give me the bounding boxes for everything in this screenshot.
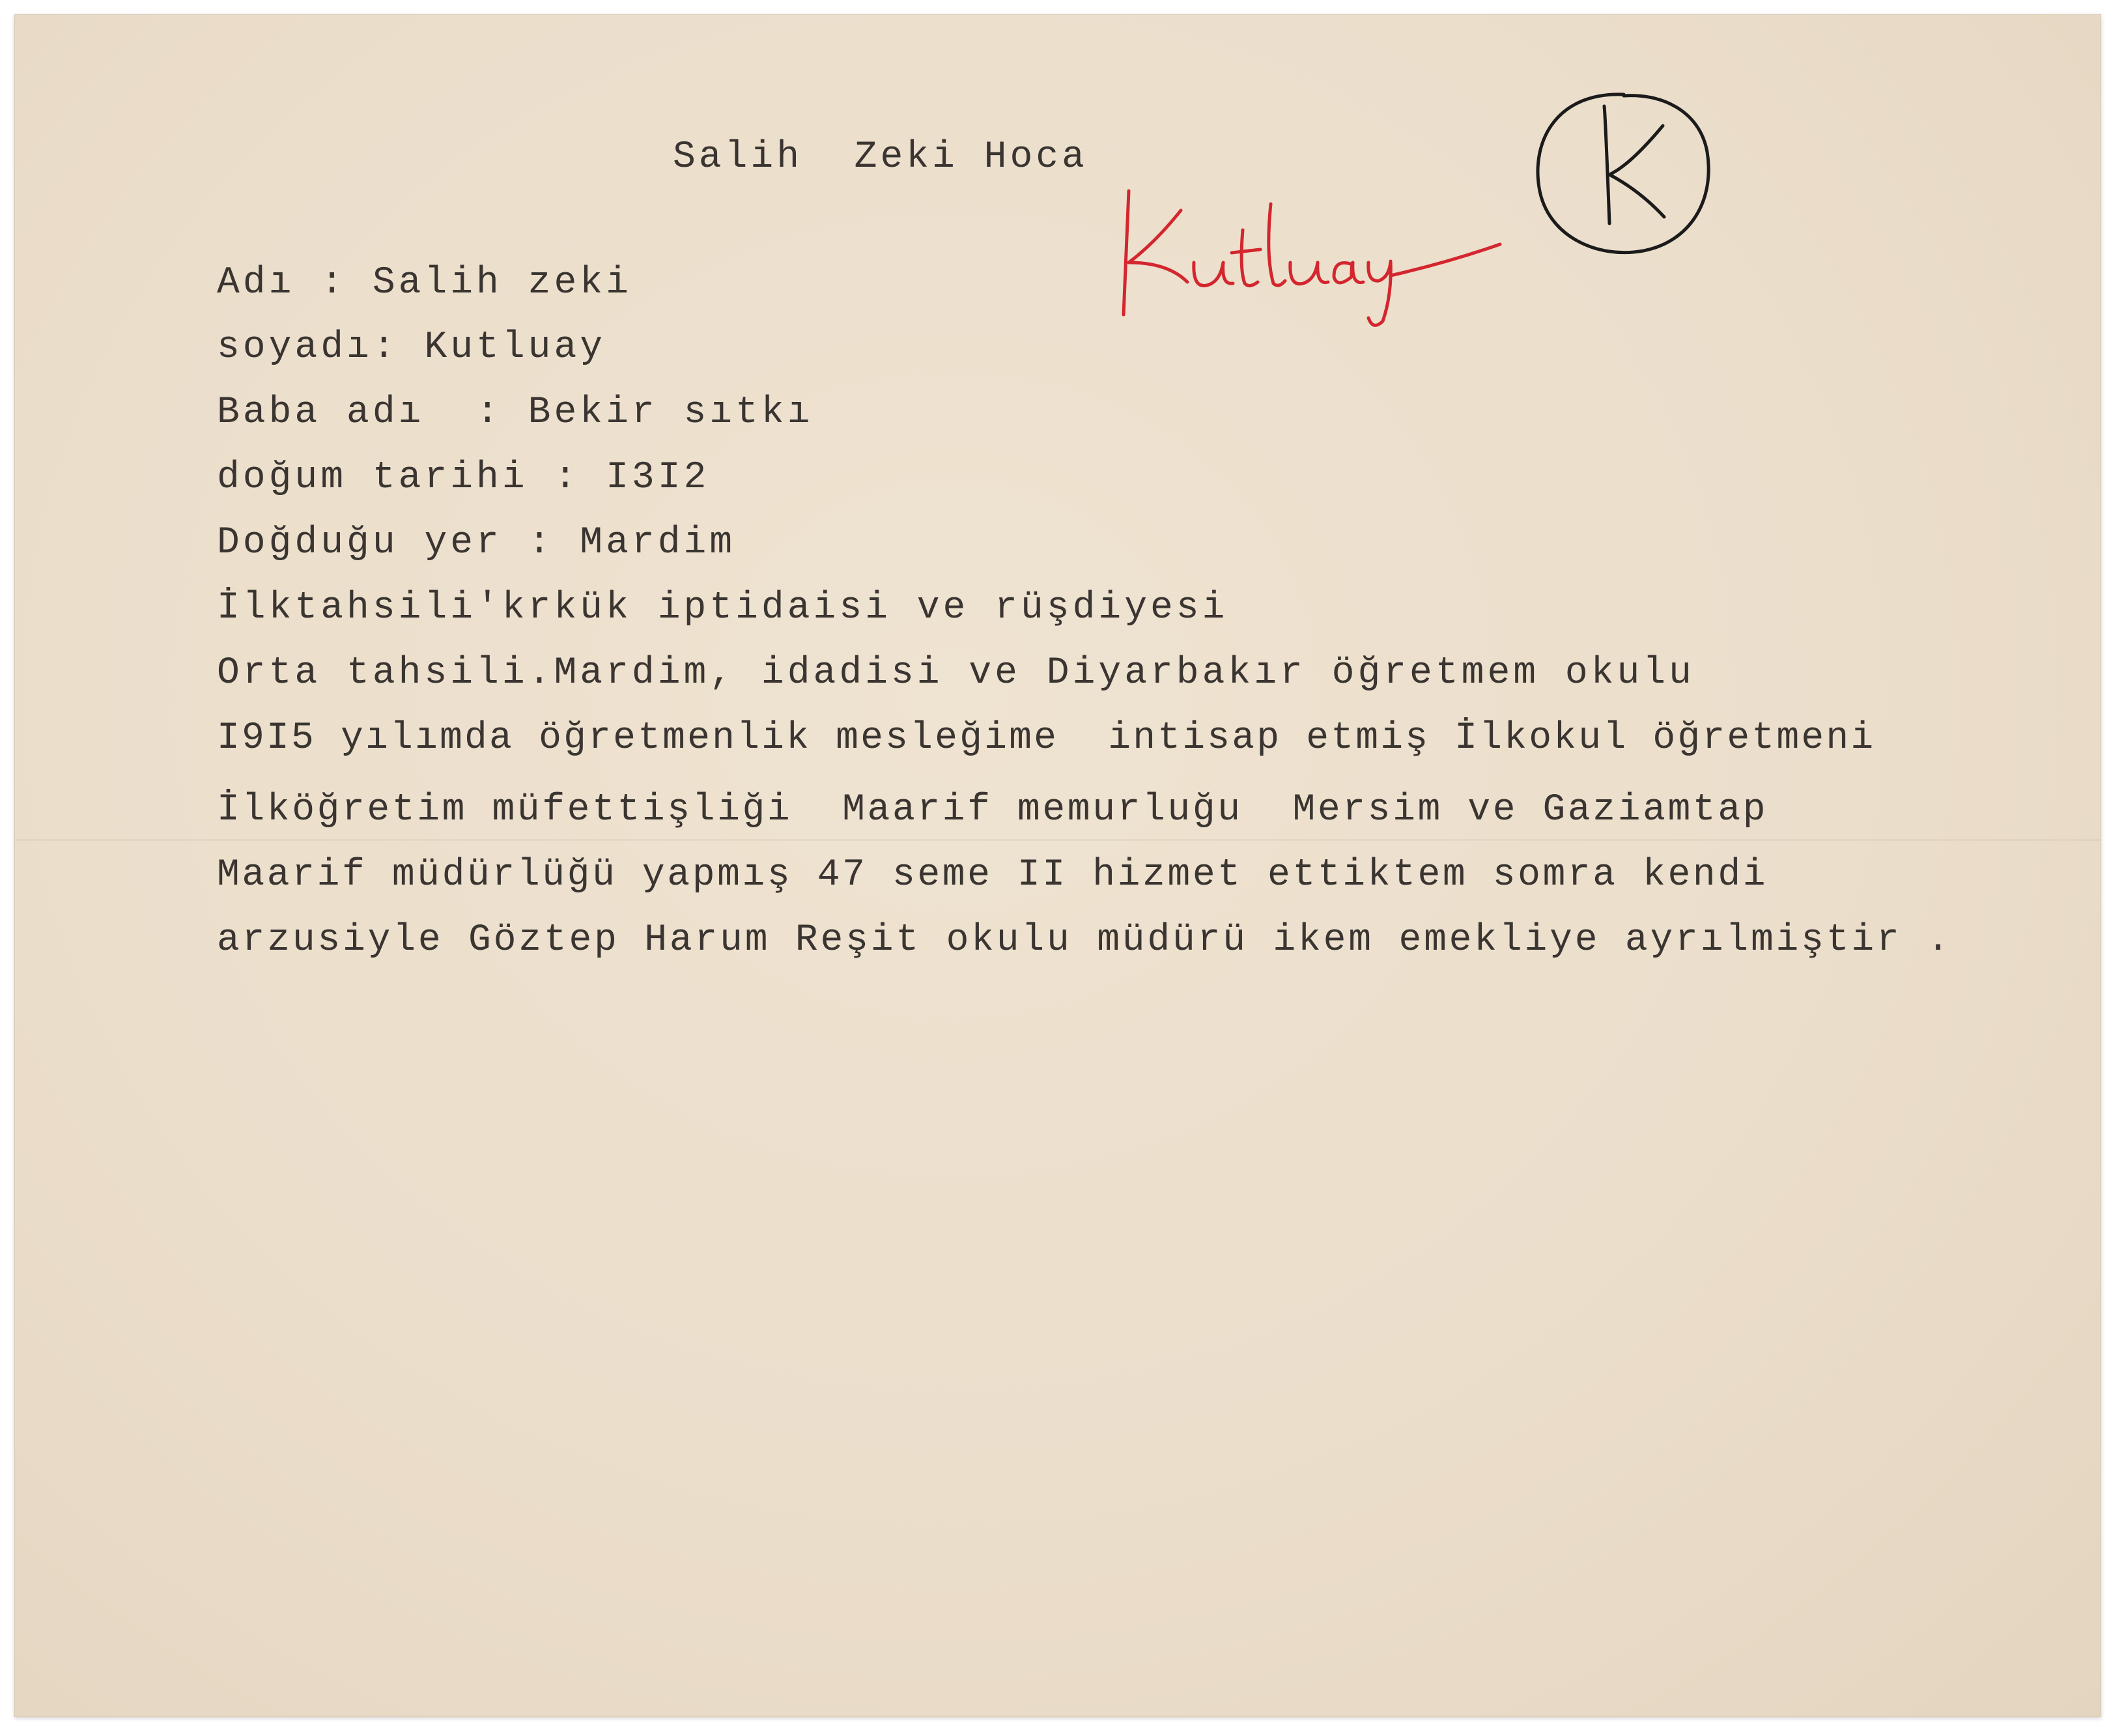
text-line-career-4: arzusiyle Göztep Harum Reşit okulu müdürü ikem emekliye ayrılmiştir . <box>217 919 1952 961</box>
document-title: Salih Zeki Hoca <box>673 136 1088 178</box>
circled-letter-mark <box>1520 80 1721 269</box>
handwritten-signature <box>1109 165 1513 334</box>
text-line-birth-date: doğum tarihi : I3I2 <box>217 457 710 499</box>
text-line-career-2: İlköğretim müfettişliği Maarif memurluğu Mersim ve Gaziamtap <box>217 789 1768 831</box>
text-line-father-name: Baba adı : Bekir sıtkı <box>217 391 814 434</box>
document-page <box>14 14 2101 1717</box>
text-line-primary-education: İlktahsili'krkük iptidaisi ve rüşdiyesi <box>217 587 1228 629</box>
text-line-name: Adı : Salih zeki <box>217 262 632 304</box>
text-line-surname: soyadı: Kutluay <box>217 326 606 369</box>
text-line-birthplace: Doğduğu yer : Mardim <box>217 522 736 564</box>
text-line-career-3: Maarif müdürlüğü yapmış 47 seme II hizmet ettiktem somra kendi <box>217 854 1768 896</box>
paper-fold <box>15 839 2101 841</box>
text-line-career-1: I9I5 yılımda öğretmenlik mesleğime intisap etmiş İlkokul öğretmeni <box>217 717 1876 760</box>
text-line-secondary-education: Orta tahsili.Mardim, idadisi ve Diyarbakır öğretmem okulu <box>217 652 1695 694</box>
